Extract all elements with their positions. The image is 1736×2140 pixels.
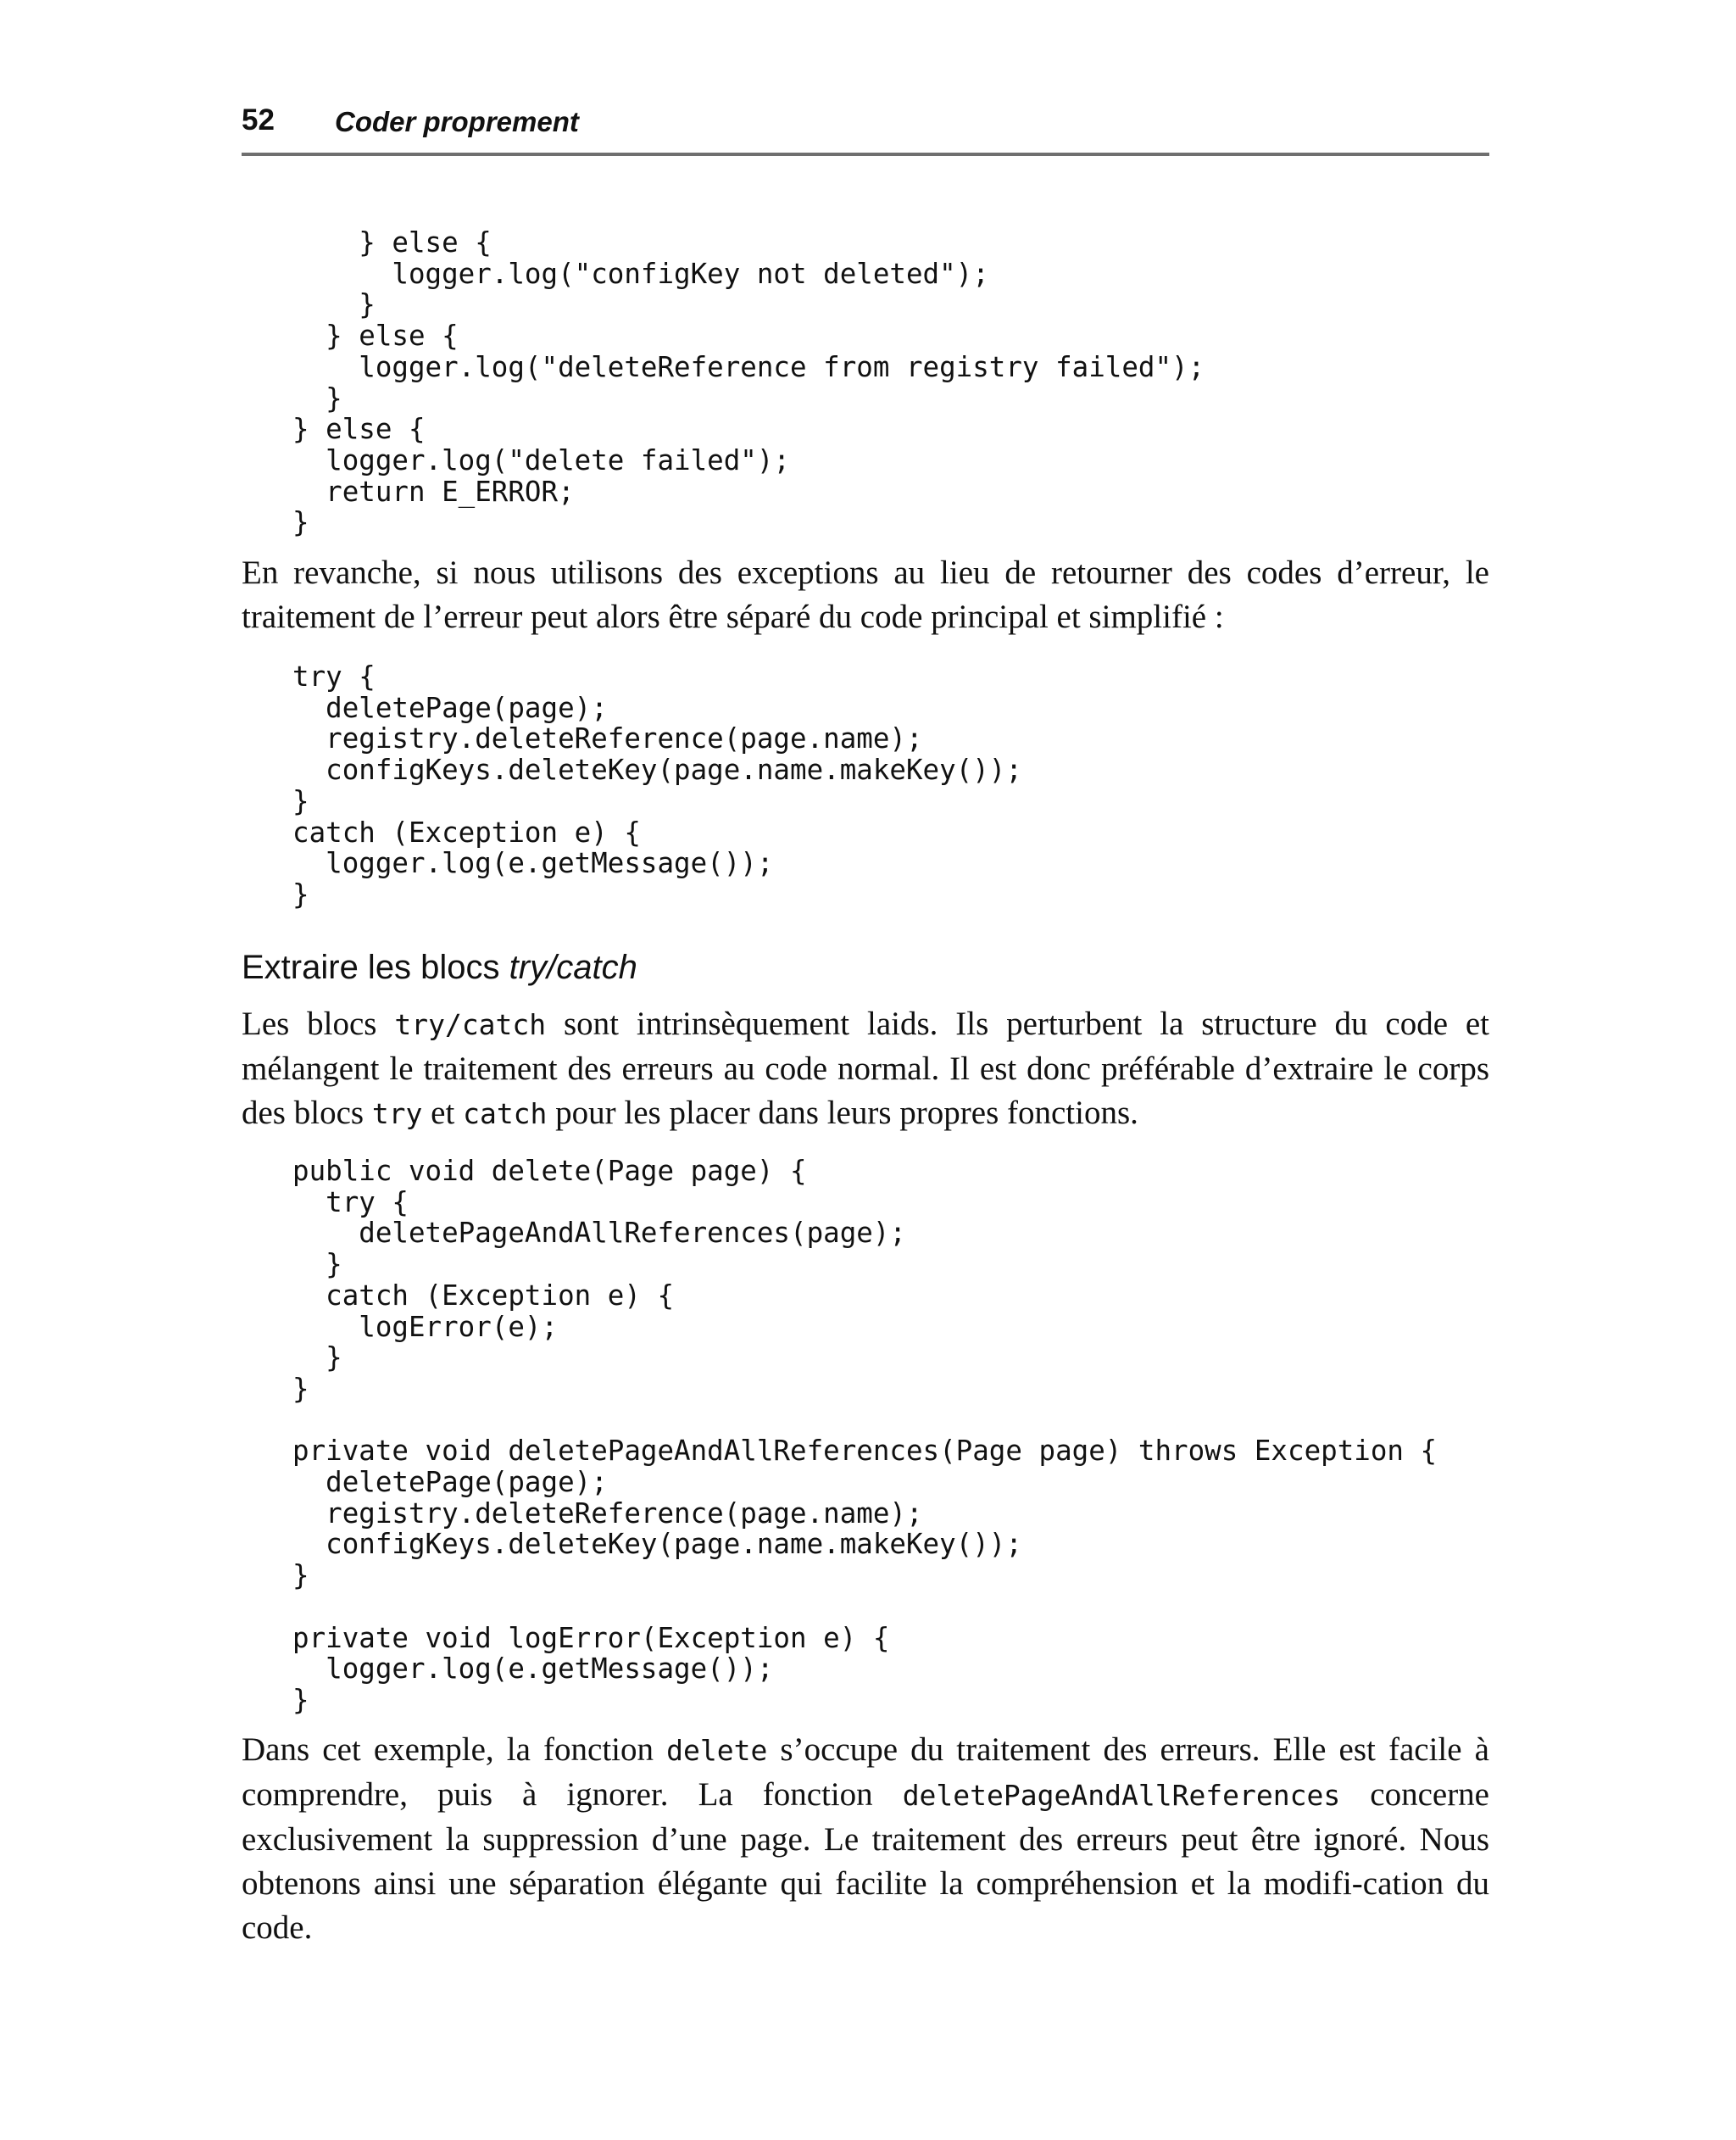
- inline-code: try/catch: [394, 1008, 547, 1041]
- paragraph-example-explanation: [242, 1728, 1489, 1950]
- inline-code: deletePageAndAllReferences: [902, 1779, 1341, 1812]
- paragraph-text: sont intrinsèquement laids. Ils perturbent la structure du code et mélangent le traitement des erreurs au code normal. Il est donc préférable d’extraire le corps des blocs: [242, 1006, 1489, 1131]
- paragraph-extract-blocks: [242, 1002, 1489, 1136]
- running-header: [242, 100, 1489, 156]
- section-heading-emphasis: try/catch: [509, 949, 637, 986]
- paragraph-text: Les blocs: [242, 1006, 395, 1042]
- paragraph-text: pour les placer dans leurs propres fonctions.: [547, 1095, 1138, 1131]
- inline-code: delete: [666, 1734, 768, 1767]
- paragraph-exceptions-intro: En revanche, si nous utilisons des exceptions au lieu de retourner des codes d’erreur, le traitement de l’erreur peut alors être séparé du code principal et simplifié :: [242, 555, 1489, 635]
- section-heading: [242, 944, 637, 991]
- paragraph-text: s’occupe du traitement des erreurs. Elle est facile à comprendre, puis à ignorer. La fonction: [242, 1731, 1489, 1813]
- code-block-extracted-functions: public void delete(Page page) { try { deletePageAndAllReferences(page); } catch (Exception e) { logError(e); } } private void deletePageAndAllReferences(Page page) throws Exception { deletePage(page); registry.deleteReference(page.name); configKeys.deleteKey(page.name.makeKey()); } private void logError(Exception e) { logger.log(e.getMessage()); }: [292, 1155, 1438, 1716]
- code-block-error-codes: } else { logger.log("configKey not deleted"); } } else { logger.log("deleteReference from registry failed"); } } else { logger.log("delete failed"); return E_ERROR; }: [292, 226, 1205, 539]
- paragraph-text: concerne exclusivement la suppression d’une page. Le traitement des erreurs peut être ignoré. Nous obtenons ainsi une séparation élégante qui facilite la compréhension et la modifi-cation du code.: [242, 1776, 1489, 1946]
- inline-code: catch: [463, 1097, 548, 1130]
- code-block-try-catch: try { deletePage(page); registry.deleteReference(page.name); configKeys.deleteKey(page.name.makeKey()); } catch (Exception e) { logger.log(e.getMessage()); }: [292, 660, 1022, 911]
- paragraph-text: et: [422, 1095, 464, 1131]
- paragraph-text: Dans cet exemple, la fonction: [242, 1731, 667, 1768]
- page-number: 52: [242, 103, 275, 137]
- inline-code: try: [371, 1097, 423, 1130]
- section-heading-text: Extraire les blocs: [242, 949, 509, 986]
- running-title: Coder proprement: [335, 106, 579, 137]
